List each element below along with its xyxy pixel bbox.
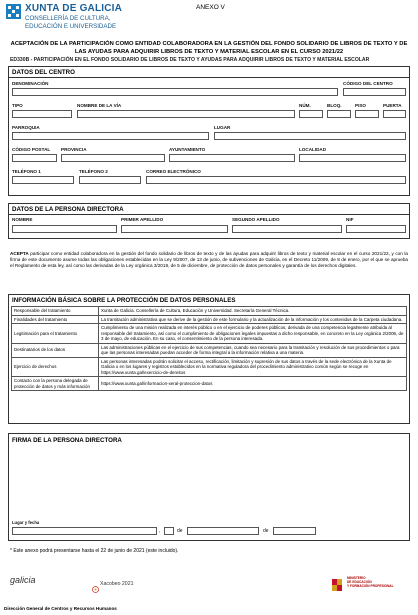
table-row: Finalidades del tratamiento La tramitación administrativa que se derive de la gestión de este formulario y la actualización de la información y los contenidos de la Carpeta ciudadana. [12, 315, 407, 324]
label-parroquia: PARROQUIA [12, 125, 40, 130]
label-de-2: de [263, 528, 269, 534]
label-puerta: PUERTA [383, 103, 402, 108]
signature-title: FIRMA DE LA PERSONA DIRECTORA [12, 437, 122, 444]
label-denominacion: DENOMINACIÓN [12, 81, 49, 86]
label-tipo: TIPO [12, 103, 23, 108]
form-title: ACEPTACIÓN DE LA PARTICIPACIÓN COMO ENTIDAD COLABORADORA EN LA GESTIÓN DEL FONDO SOLIDARIO DE LIBROS DE TEXTO Y DE LAS AYUDAS PARA ADQUIRIR LIBROS DE TEXTO Y MATERIAL ESCOLAR EN EL CURSO 2021/22 [10, 41, 408, 55]
label-codigo-centro: CÓDIGO DEL CENTRO [343, 81, 393, 86]
table-row: Legitimación para el tratamiento Cumplimiento de una misión realizada en interés público o en el ejercicio de poderes públicos, derivada de una competencia legalmente atribuida al responsable del tratamiento, así como el cumplimiento de obligaciones legales impuestas a dicho responsable, en concreto en la Ley orgánica 2/2006, de 3 de mayo, de educación. En su caso, el consentimiento de la persona interesada. [12, 324, 407, 344]
label-segundo-apellido: SEGUNDO APELLIDO [232, 217, 280, 222]
label-correo: CORREO ELECTRÓNICO [146, 169, 201, 174]
footnote: * Este anexo podrá presentarse hasta el 22 de junio de 2021 (este incluido). [10, 548, 179, 554]
lugar-input[interactable] [12, 527, 157, 535]
dia-input[interactable] [164, 527, 174, 535]
procedure-code: ED330B - PARTICIPACIÓN EN EL FONDO SOLIDARIO DE LIBROS DE TEXTO Y AYUDAS PARA ADQUIRIR LIBROS DE TEXTO Y MATERIAL ESCOLAR [10, 57, 370, 63]
label-nombre: NOMBRE [12, 217, 33, 222]
table-row: Destinatarios de los datos Las administraciones públicas en el ejercicio de sus competencias, cuando sea necesario para la tramitación y resolución de sus procedimientos o para que las personas interesadas puedan acceder de forma integral a la información relativa a una materia. [12, 343, 407, 357]
director-title: DATOS DE LA PERSONA DIRECTORA [12, 206, 124, 213]
department-name: CONSELLERÍA DE CULTURA, EDUCACIÓN E UNIVERSIDADE [25, 15, 117, 30]
xacobeo-icon [92, 580, 99, 587]
data-protection-table [11, 306, 407, 391]
label-nif: NIF [346, 217, 354, 222]
label-codigo-postal: CÓDIGO POSTAL [12, 147, 51, 152]
nombre-via-input[interactable] [77, 110, 295, 118]
nif-input[interactable] [346, 225, 406, 233]
label-telefono2: TELÉFONO 2 [79, 169, 108, 174]
label-lugar-fecha: Lugar y fecha [12, 520, 40, 525]
provincia-input[interactable] [61, 154, 165, 162]
label-lugar: LUGAR [214, 125, 231, 130]
label-nombre-via: NOMBRE DE LA VÍA [77, 103, 122, 108]
codigo-centro-input[interactable] [343, 88, 406, 96]
ano-input[interactable] [273, 527, 316, 535]
xunta-logo [6, 4, 21, 19]
data-protection-section [8, 294, 410, 424]
galicia-logo: galicia [10, 575, 36, 585]
annex-label: ANEXO V [196, 4, 225, 11]
label-bloq: BLOQ. [327, 103, 342, 108]
primer-apellido-input[interactable] [121, 225, 228, 233]
table-row: Contacto con la persona delegada de protección de datos y más información https://www.xunta.gal/informacion-xeral-proteccion-datos [12, 377, 407, 391]
label-provincia: PROVINCIA [61, 147, 87, 152]
label-localidad: LOCALIDAD [299, 147, 327, 152]
telefono1-input[interactable] [12, 176, 74, 184]
piso-input[interactable] [355, 110, 379, 118]
nombre-input[interactable] [12, 225, 117, 233]
mes-input[interactable] [187, 527, 259, 535]
segundo-apellido-input[interactable] [232, 225, 342, 233]
lugar-input[interactable] [214, 132, 406, 140]
centre-section [8, 66, 410, 196]
data-protection-title: INFORMACIÓN BÁSICA SOBRE LA PROTECCIÓN DE DATOS PERSONALES [12, 297, 236, 304]
num-input[interactable] [299, 110, 323, 118]
table-row: Ejercicio de derechos Las personas interesadas podrán solicitar el acceso, rectificación, limitación y supresión de sus datos a través de la sede electrónica de la Xunta de Galicia o en los lugares y registros establecidos en la normativa reguladora del procedimiento administrativo común según se recoge en https://www.xunta.gal/exercicio-de-dereitos [12, 357, 407, 377]
parroquia-input[interactable] [12, 132, 209, 140]
localidad-input[interactable] [299, 154, 406, 162]
label-primer-apellido: PRIMER APELLIDO [121, 217, 164, 222]
denominacion-input[interactable] [12, 88, 338, 96]
correo-input[interactable] [146, 176, 406, 184]
direccion-general: Dirección General de Centros y Recursos Humanos [4, 606, 117, 611]
tipo-input[interactable] [12, 110, 72, 118]
table-row: Responsable del tratamiento Xunta de Galicia. Consellería de Cultura, Educación y Universidad. Secretaría General Técnica. [12, 307, 407, 316]
codigo-postal-input[interactable] [12, 154, 57, 162]
xacobeo-logo: Xacobeo 2021 [100, 581, 134, 587]
director-section [8, 203, 410, 239]
bloq-input[interactable] [327, 110, 351, 118]
ayuntamiento-input[interactable] [169, 154, 295, 162]
acceptance-paragraph: ACEPTA participar como entidad colaboradora en la gestión del fondo solidario de libros de texto y de las ayudas para adquirir libros de texto y material escolar en el curso 2021/22, y con la firma de este documento asume todas las obligaciones establecidas en la Ley 9/2007, de 13 de junio, de subvenciones de Galicia, en el Decreto 11/2009, de 8 de enero, por el que se aprueba el Reglamento de esta ley, así como las derivadas de la Ley orgánica 3/2018, de 5 de diciembre, de protección de datos personales y garantía de los derechos digitales. [10, 251, 408, 269]
puerta-input[interactable] [383, 110, 406, 118]
ministerio-logo: MINISTERIO DE EDUCACIÓN Y FORMACIÓN PROFESIONAL [330, 576, 400, 596]
label-num: NÚM. [299, 103, 311, 108]
label-ayuntamiento: AYUNTAMIENTO [169, 147, 206, 152]
org-name: XUNTA DE GALICIA [25, 3, 123, 14]
label-telefono1: TELÉFONO 1 [12, 169, 41, 174]
centre-title: DATOS DEL CENTRO [12, 69, 75, 76]
label-piso: PISO [355, 103, 366, 108]
signature-section: FIRMA DE LA PERSONA DIRECTORA Lugar y fecha , de de [8, 433, 410, 541]
label-de-1: de [177, 528, 183, 534]
coat-of-arms-icon [330, 576, 344, 594]
telefono2-input[interactable] [79, 176, 141, 184]
